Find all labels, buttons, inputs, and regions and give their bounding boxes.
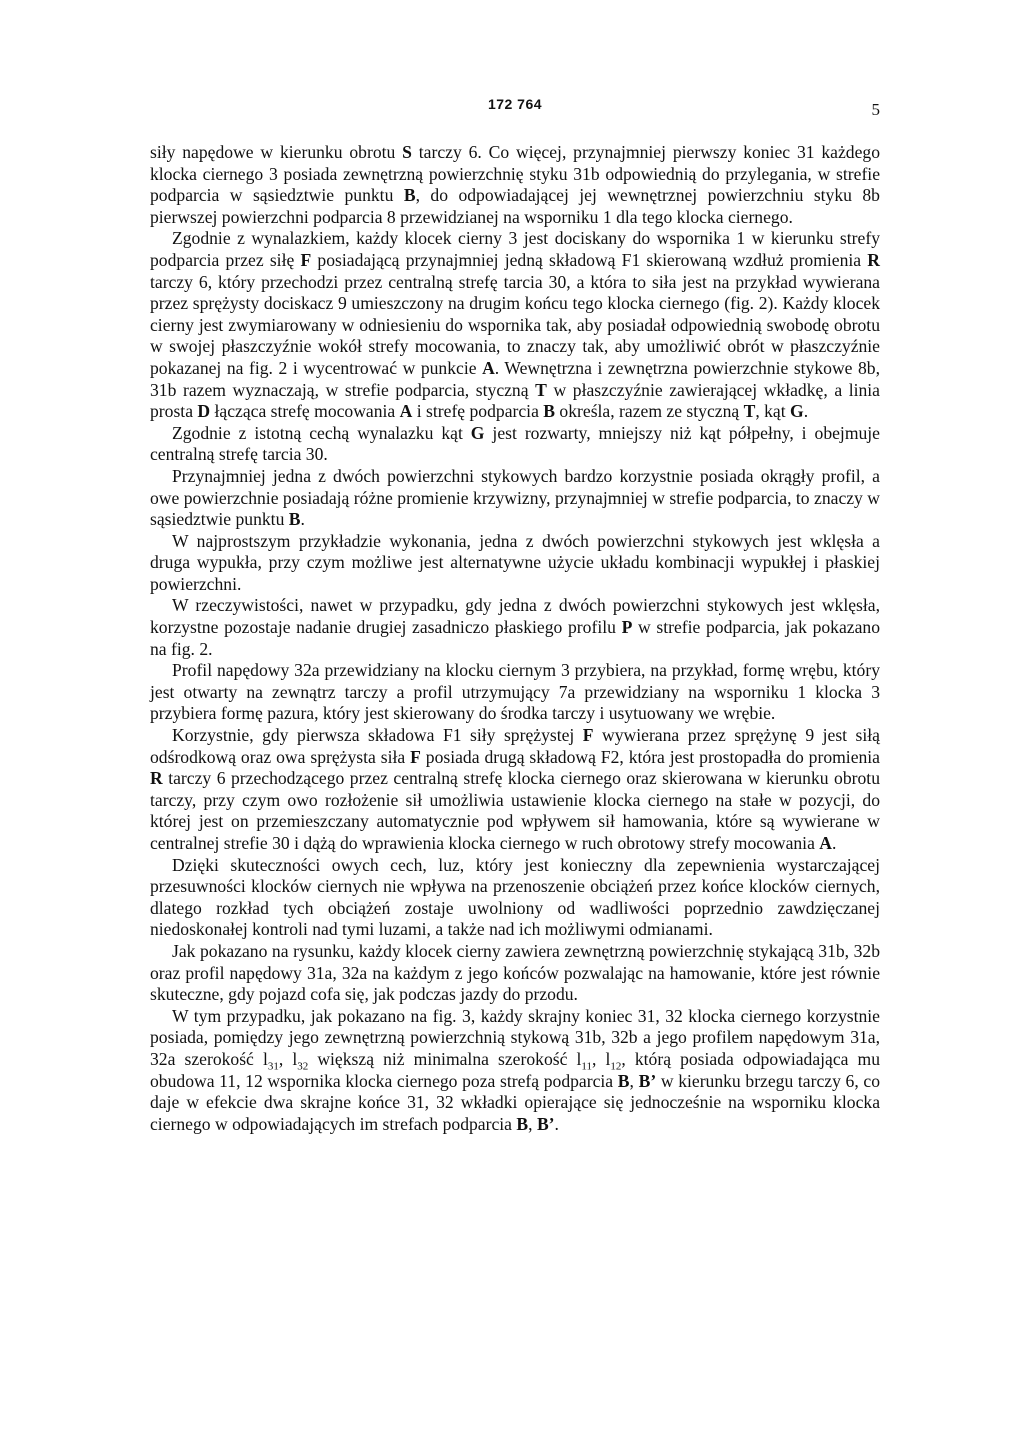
bold-symbol: F [300,249,312,270]
paragraph [150,855,880,941]
paragraph [150,423,880,466]
paragraph-text: Jak pokazano na rysunku, każdy klocek cierny zawiera zewnętrzną powierzchnię stykającą 31b, 32b oraz profil napędowy 31a, 32a na każdym z jego końców pozwalając na hamowanie, które jest równie skuteczne, gdy pojazd cofa się, jak podczas jazdy do przodu. [150,940,880,1005]
bold-symbol: A [819,833,832,853]
paragraph-text: . [832,833,837,853]
paragraph-text: jest rozwarty, mniejszy niż kąt półpełny, i obejmuje centralną strefę tarcia 30. [150,422,880,465]
bold-symbol: P [621,617,633,638]
paragraph-text: wywierana przez sprężynę 9 jest siłą odśrodkową oraz owa sprężysta siła [150,725,880,767]
paragraph-text: , l [278,1048,298,1069]
paragraph-text: w strefie podparcia, jak pokazano na fig. 2. [150,617,880,659]
paragraph [150,595,880,660]
paragraph-text: . [300,509,305,530]
bold-symbol: B’ [536,1113,555,1134]
paragraph-text: posiada drugą składową F2, która jest prostopadła do promienia [420,746,880,767]
document-body [150,142,880,1135]
bold-symbol: T [535,379,547,400]
bold-symbol: S [402,142,412,162]
bold-symbol: B [403,185,416,206]
paragraph [150,941,880,1006]
bold-symbol: B [516,1113,529,1134]
paragraph [150,531,880,596]
bold-symbol: G [790,401,804,422]
paragraph-text: W tym przypadku, jak pokazano na fig. 3, każdy skrajny koniec 31, 32 klocka ciernego korzystnie posiada, pomiędzy jego zewnętrzną powierzchnią stykową 31b, 32b a jego profilem napędowym 31a, 32a szerokość l [150,1005,880,1069]
paragraph [150,228,880,422]
paragraph-text: W najprostszym przykładzie wykonania, jedna z dwóch powierzchni stykowych jest wklęsła a druga wypukła, przy czym możliwe jest alternatywne użycie układu kombinacji wypukłej i płaskiej powierzchni. [150,530,880,594]
bold-symbol: F [410,746,421,767]
paragraph-text: posiadającą przynajmniej jedną składową F1 skierowaną wzdłuż promienia [311,249,868,270]
paragraph-text: , [629,1070,639,1091]
paragraph-text: Dzięki skuteczności owych cech, luz, który jest konieczny dla zepewnienia wystarczającej przesuwności klocków ciernych nie wpływa na przenoszenie obciążeń przez końce klocków ciernych, dlatego rozkład tych obciążeń zostaje uwolniony od wadliwości poprzednio zawdzięczanej niedoskonałej kontroli nad tymi luzami, a także nad ich możliwymi odmianami. [150,854,880,940]
paragraph-text: Zgodnie z istotną cechą wynalazku kąt [172,422,471,443]
paragraph-text: , kąt [755,401,791,422]
bold-symbol: G [470,422,485,443]
paragraph-text: siły napędowe w kierunku obrotu [150,142,403,162]
paragraph-text: , którą posiada odpowiadająca mu obudowa 11, 12 wspornika klocka ciernego poza strefą podparcia [150,1048,881,1091]
subscript-text: 32 [297,1060,309,1073]
paragraph-text: . Wewnętrzna i zewnętrzna powierzchnie stykowe 8b, 31b razem wyznaczają, w strefie podparcia, styczną [150,357,880,400]
bold-symbol: A [482,357,495,378]
paragraph-text: Przynajmniej jedna z dwóch powierzchni stykowych bardzo korzystnie posiada okrągły profil, a owe powierzchnie posiadają różne promienie krzywizny, przynajmniej w strefie podparcia, to znaczy w sąsiedztwie punktu [150,465,880,530]
paragraph-text: większą niż minimalna szerokość l [308,1048,582,1069]
paragraph-text: Zgodnie z wynalazkiem, każdy klocek cierny 3 jest dociskany do wspornika 1 w kierunku strefy podparcia przez siłę [150,228,880,270]
paragraph [150,660,880,725]
subscript-text: 31 [267,1060,279,1073]
subscript-text: 11 [581,1060,592,1073]
page-header [150,96,880,120]
bold-symbol: B [288,509,301,530]
paragraph-text: Profil napędowy 32a przewidziany na klocku ciernym 3 przybiera, na przykład, formę wrębu, który jest otwarty na zewnątrz tarczy a profil utrzymujący 7a przewidziany na wsporniku 1 klocka 3 przybiera formę pazura, który jest skierowany do środka tarczy i usytuowany we wrębie. [150,660,880,724]
paragraph-text: tarczy 6 przechodzącego przez centralną strefę klocka ciernego oraz skierowana w kierunku obrotu tarczy, przy czym owo rozłożenie sił umożliwia ustawienie klocka ciernego na stałe w pozycji, do której jest on przemieszczany automatycznie pod wpływem sił hamowania, które są wywierane w centralnej strefie 30 i dążą do wprawienia klocka ciernego w ruch obrotowy strefy mocowania [150,768,880,853]
paragraph-text: , [528,1113,537,1134]
paragraph-text: , do odpowiadającej jej wewnętrznej powierzchniu styku 8b pierwszej powierzchni podparcia 8 przewidzianej na wsporniku 1 dla tego klocka ciernego. [150,185,880,227]
paragraph-text: . [554,1113,559,1134]
subscript-text: 12 [610,1060,622,1073]
bold-symbol: B’ [638,1070,657,1091]
paragraph [150,466,880,531]
paragraph-text: w kierunku brzegu tarczy 6, co daje w efekcie dwa skrajne końce 31, 32 wkładki opierające się jednocześnie na wsporniku klocka ciernego w odpowiadających im strefach podparcia [150,1070,881,1134]
paragraph-text: w płaszczyźnie zawierającej wkładkę, a linia prosta [150,379,880,422]
bold-symbol: B [543,401,556,422]
bold-symbol: B [617,1070,630,1091]
paragraph-text: tarczy 6, który przechodzi przez centralną strefę tarcia 30, a która to siła jest na przykład wywierana przez sprężysty dociskacz 9 umieszczony na drugim końcu tego klocka ciernego (fig. 2). Każdy klocek cierny jest zwymiarowany w odniesieniu do wspornika tak, aby posiadał odpowiednią swobodę obrotu w swojej płaszczyźnie wokół strefy mocowania, to znaczy tak, aby umożliwić obrót w płaszczyźnie pokazanej na fig. 2 i wycentrować w punkcie [150,271,880,378]
paragraph-text: tarczy 6. Co więcej, przynajmniej pierwszy koniec 31 każdego klocka ciernego 3 posiada zewnętrzną powierzchnię styku 31b odpowiednią do przylegania, w strefie podparcia w sąsiedztwie punktu [150,142,881,206]
bold-symbol: R [867,249,880,270]
paragraph [150,142,880,228]
paragraph-text: , l [591,1048,611,1069]
paragraph-text: łącząca strefę mocowania [210,401,400,422]
bold-symbol: A [399,401,413,422]
paragraph [150,1006,880,1136]
bold-symbol: T [743,401,756,422]
paragraph-text: Korzystnie, gdy pierwsza składowa F1 siły sprężystej [172,725,583,746]
bold-symbol: R [150,768,163,789]
bold-symbol: F [582,725,594,746]
document-number: 172 764 [487,96,543,112]
paragraph [150,725,880,855]
page-number: 5 [871,100,880,119]
paragraph-text: i strefę podparcia [412,401,544,422]
paragraph-text: określa, razem ze styczną [555,401,744,422]
paragraph-text: W rzeczywistości, nawet w przypadku, gdy jedna z dwóch powierzchni stykowych jest wklęsła, korzystne pozostaje nadanie drugiej zasadniczo płaskiego profilu [150,595,880,638]
paragraph-text: . [803,401,809,422]
bold-symbol: D [197,401,211,422]
